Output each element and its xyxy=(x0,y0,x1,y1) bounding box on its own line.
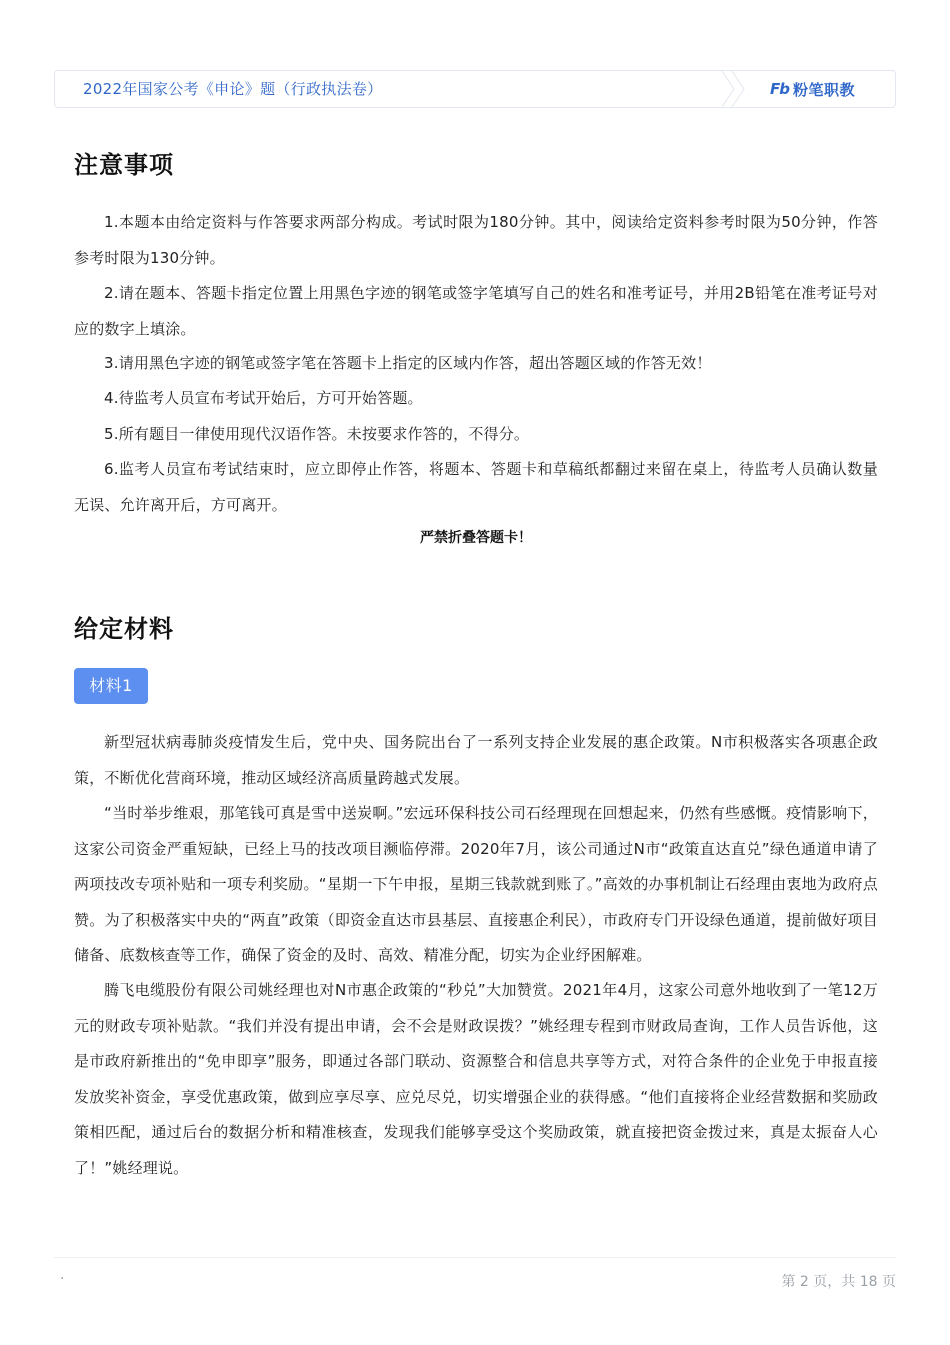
notes-item: 2.请在题本、答题卡指定位置上用黑色字迹的钢笔或签字笔填写自己的姓名和准考证号，并用2B铅笔在准考证号对应的数字上填涂。 xyxy=(74,284,878,338)
notes-item: 3.请用黑色字迹的钢笔或签字笔在答题卡上指定的区域内作答，超出答题区域的作答无效！ xyxy=(104,354,712,372)
brand-logo xyxy=(770,71,855,107)
notes-item: 5.所有题目一律使用现代汉语作答。未按要求作答的，不得分。 xyxy=(104,425,530,443)
brand-name: 粉笔职教 xyxy=(792,80,855,99)
material-badge: 材料1 xyxy=(74,668,148,704)
notes-section-title: 注意事项 xyxy=(74,151,174,179)
notes-item: 1.本题本由给定资料与作答要求两部分构成。考试时限为180分钟。其中，阅读给定资料参考时限为50分钟，作答参考时限为130分钟。 xyxy=(74,213,878,267)
brand-logo-icon: Fb xyxy=(770,80,789,98)
document-title: 2022年国家公考《申论》题（行政执法卷） xyxy=(83,80,383,98)
material-paragraph: 腾飞电缆股份有限公司姚经理也对N市惠企政策的“秒兑”大加赞赏。2021年4月，这家公司意外地收到了一笔12万元的财政专项补贴款。“我们并没有提出申请，会不会是财政误拨？”姚经理专程到市财政局查询，工作人员告诉他，这是市政府新推出的“免申即享”服务，即通过各部门联动、资源整合和信息共享等方式，对符合条件的企业免于申报直接发放奖补资金，享受优惠政策，做到应享尽享、应兑尽兑，切实增强企业的获得感。“他们直接将企业经营数据和奖励政策相匹配，通过后台的数据分析和精准核查，发现我们能够享受这个奖励政策，就直接把资金拨过来，真是太振奋人心了！”姚经理说。 xyxy=(74,981,878,1177)
page-header xyxy=(54,70,896,108)
footer-dot: · xyxy=(60,1271,65,1287)
warning-text: 严禁折叠答题卡！ xyxy=(420,530,532,546)
notes-item: 4.待监考人员宣布考试开始后，方可开始答题。 xyxy=(104,389,423,407)
material-paragraph: “当时举步维艰，那笔钱可真是雪中送炭啊。”宏远环保科技公司石经理现在回想起来，仍然有些感慨。疫情影响下，这家公司资金严重短缺，已经上马的技改项目濒临停滞。2020年7月，该公司通过N市“政策直达直兑”绿色通道申请了两项技改专项补贴和一项专利奖励。“星期一下午申报，星期三钱款就到账了。”高效的办事机制让石经理由衷地为政府点赞。为了积极落实中央的“两直”政策（即资金直达市县基层、直接惠企利民），市政府专门开设绿色通道，提前做好项目储备、底数核查等工作，确保了资金的及时、高效、精准分配，切实为企业纾困解难。 xyxy=(74,804,878,964)
notes-item: 6.监考人员宣布考试结束时，应立即停止作答，将题本、答题卡和草稿纸都翻过来留在桌上，待监考人员确认数量无误、允许离开后，方可离开。 xyxy=(74,460,878,514)
footer-divider xyxy=(54,1257,896,1258)
material-paragraph: 新型冠状病毒肺炎疫情发生后，党中央、国务院出台了一系列支持企业发展的惠企政策。N市积极落实各项惠企政策，不断优化营商环境，推动区域经济高质量跨越式发展。 xyxy=(74,733,878,787)
header-chevron-divider xyxy=(720,71,750,107)
page-number: 第 2 页，共 18 页 xyxy=(781,1274,896,1290)
materials-section-title: 给定材料 xyxy=(74,615,174,643)
